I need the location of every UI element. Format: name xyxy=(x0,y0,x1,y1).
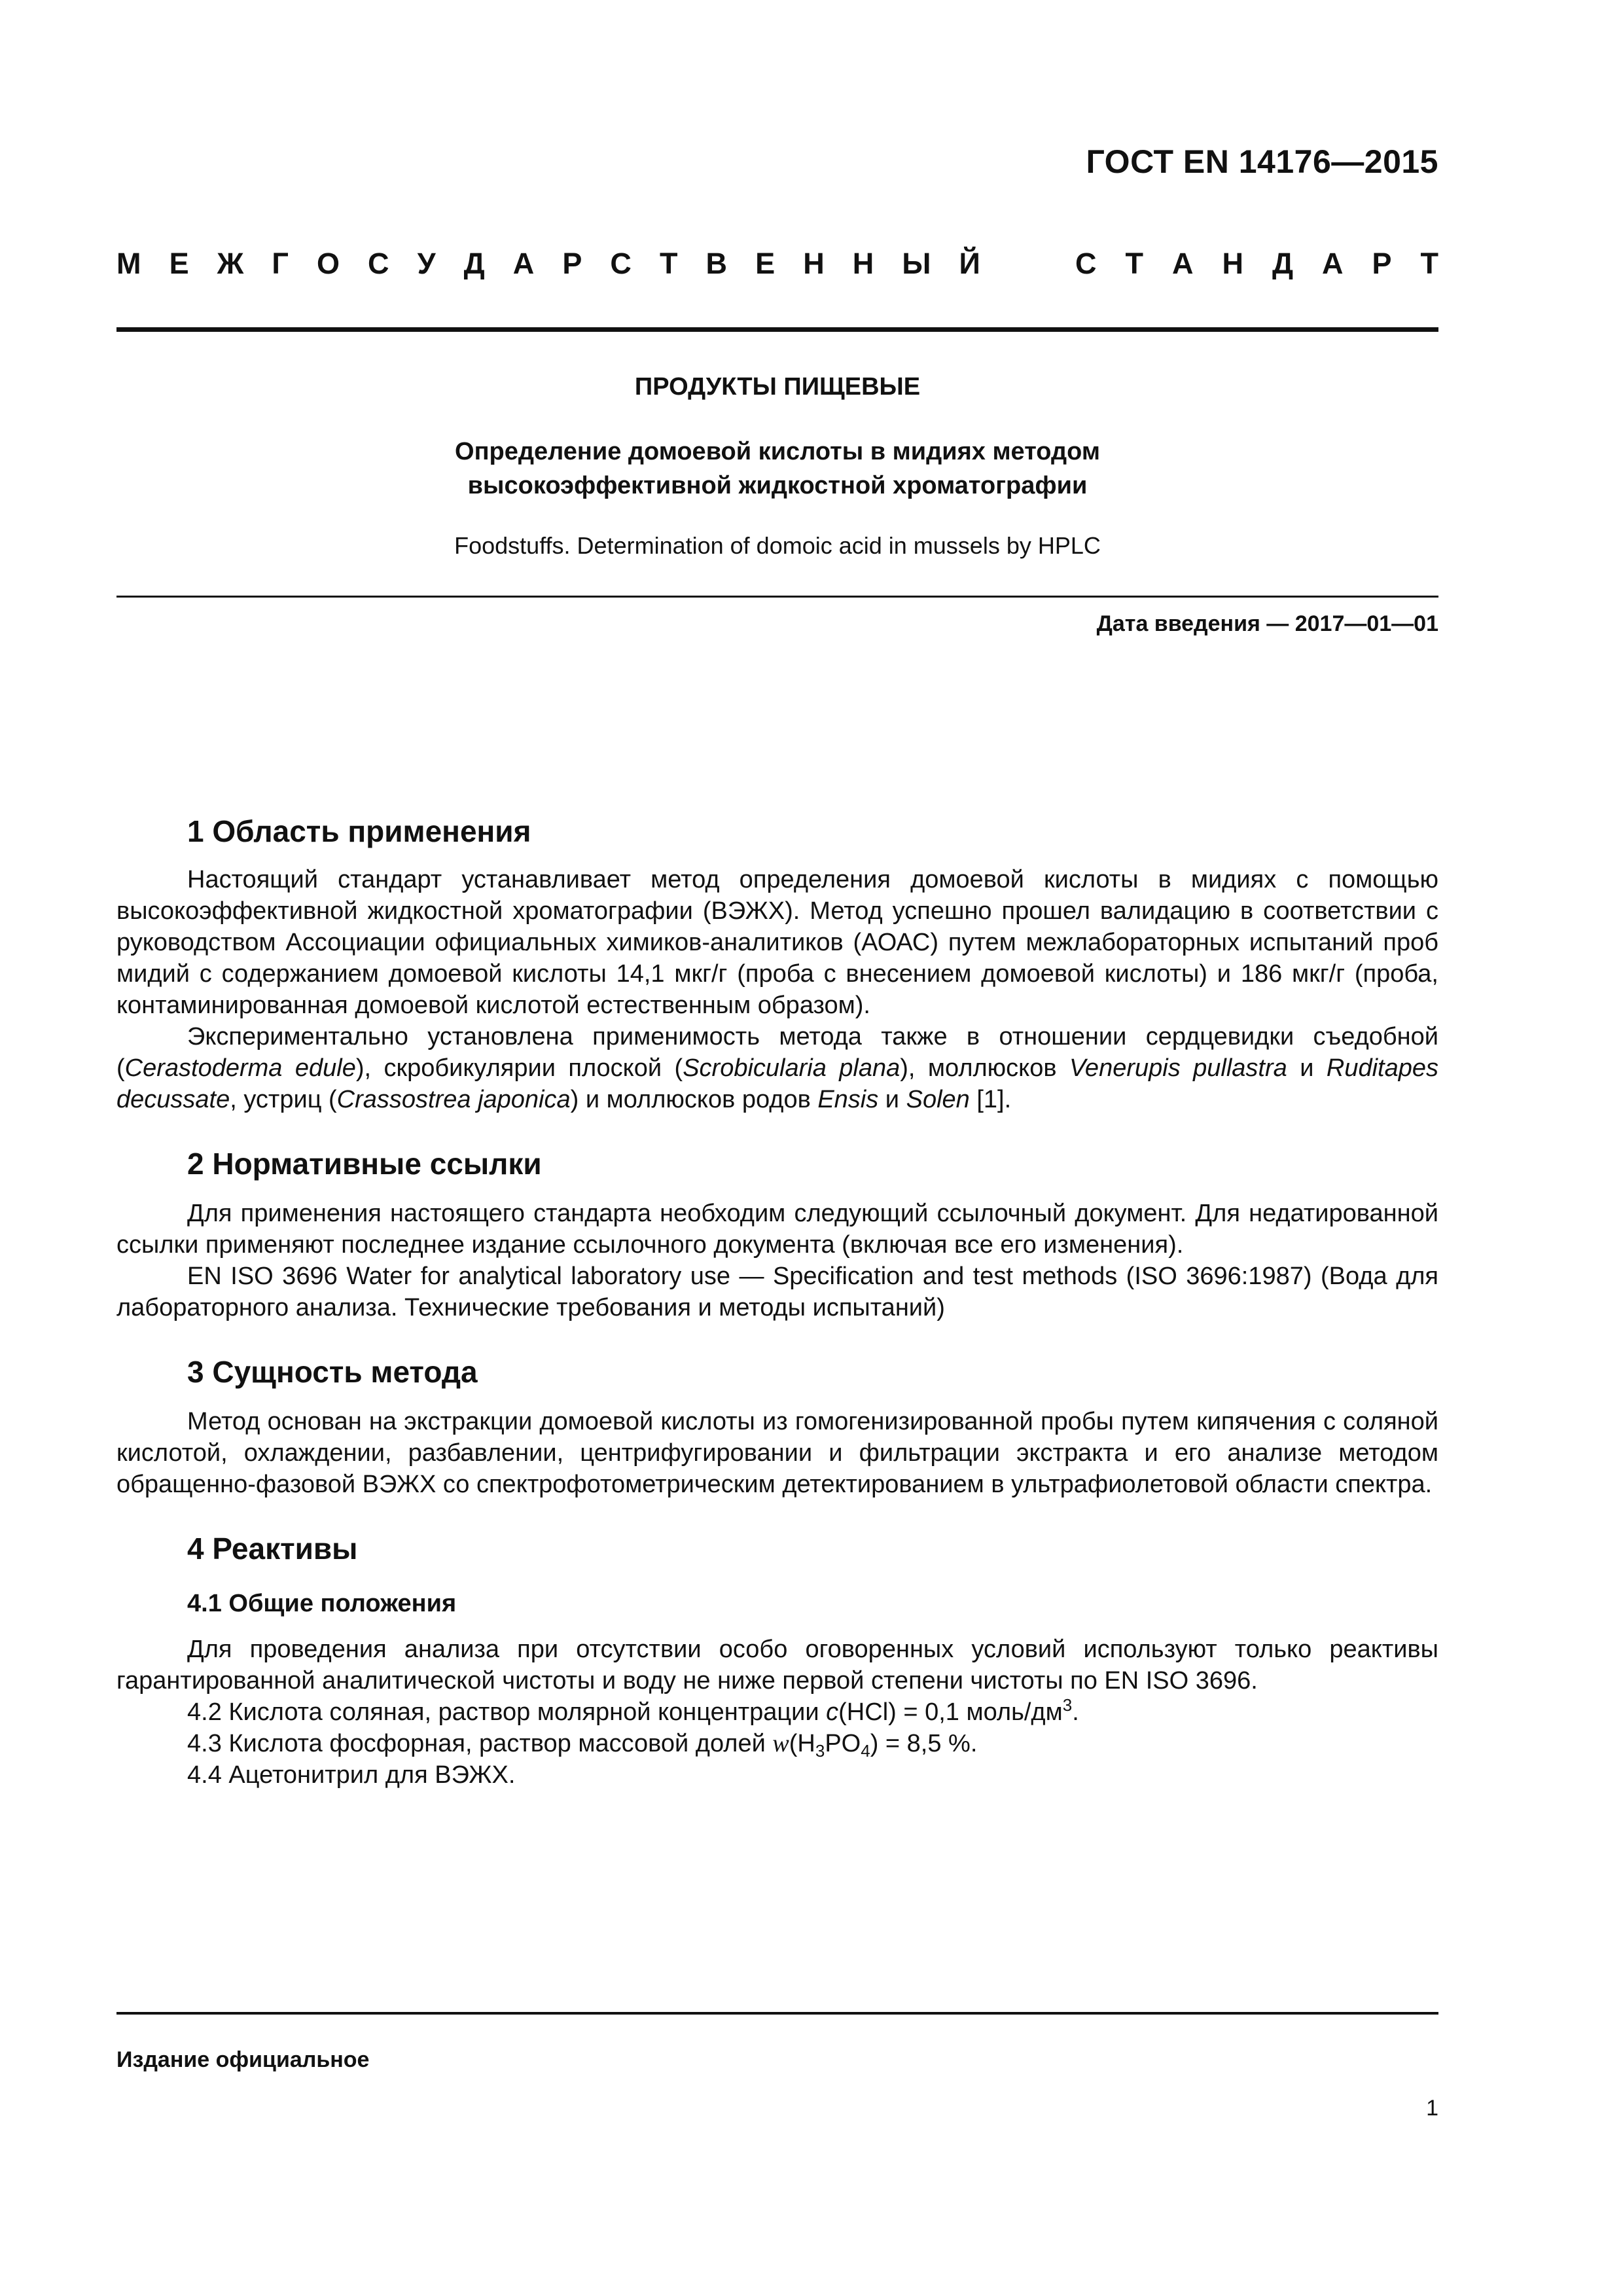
banner-word1-letter: Д xyxy=(463,247,485,280)
banner-word2-letter: А xyxy=(1171,247,1194,280)
banner-word1-letter: М xyxy=(116,247,141,280)
banner-word1-letter: Р xyxy=(562,247,582,280)
species-name: Scrobicularia plana xyxy=(683,1054,901,1082)
reagent-4-4: 4.4 Ацетонитрил для ВЭЖХ. xyxy=(187,1761,516,1789)
gost-number: ГОСТ EN 14176—2015 xyxy=(1086,143,1438,180)
banner-word1-letter: Ж xyxy=(217,247,244,280)
document-body xyxy=(116,812,1438,1791)
banner-word1-letter: Е xyxy=(755,247,776,280)
text-run: PO xyxy=(825,1730,861,1757)
symbol-mass-fraction: w xyxy=(772,1730,789,1757)
section-heading-scope: 1 Область применения xyxy=(187,814,531,848)
subtitle-line-2: высокоэффективной жидкостной хроматографии xyxy=(467,472,1088,499)
scope-paragraph-2 xyxy=(116,1021,1438,1115)
reagents-general-paragraph: Для проведения анализа при отсутствии особо оговоренных условий используют только реактивы гарантированной аналитической чистоты и воду не ниже первой степени чистоты по EN ISO 3696. xyxy=(116,1636,1438,1695)
banner-word2-letter: Т xyxy=(1420,247,1438,280)
symbol-concentration: с xyxy=(826,1698,839,1726)
text-run: ), скробикулярии плоской ( xyxy=(355,1054,683,1082)
banner-word2-letter: Н xyxy=(1222,247,1243,280)
text-run: ), моллюсков xyxy=(900,1054,1069,1082)
text-run: [1]. xyxy=(969,1086,1012,1113)
introduction-date: Дата введения — 2017—01—01 xyxy=(1096,611,1438,636)
text-run: и xyxy=(1287,1054,1327,1082)
text-run: , устриц ( xyxy=(230,1086,337,1113)
banner-word1-letter: С xyxy=(610,247,632,280)
footer-divider xyxy=(116,2012,1438,2015)
document-page xyxy=(116,0,1438,2296)
section-heading-method-principle: 3 Сущность метода xyxy=(187,1355,478,1389)
banner-word1-letter: Т xyxy=(659,247,678,280)
superscript: 3 xyxy=(1062,1695,1073,1715)
banner-word1-letter: В xyxy=(705,247,728,280)
species-name: Ruditapes decussate xyxy=(116,1054,1439,1113)
banner-word-standard xyxy=(1075,249,1438,278)
subtitle-line-1: Определение домоевой кислоты в мидиях методом xyxy=(455,438,1100,465)
species-name: Crassostrea japonica xyxy=(336,1086,571,1113)
text-run: 4.2 Кислота соляная, раствор молярной концентрации xyxy=(187,1698,827,1726)
english-title: Foodstuffs. Determination of domoic acid in mussels by HPLC xyxy=(454,532,1101,559)
header-divider xyxy=(116,327,1438,332)
banner-word1-letter: О xyxy=(316,247,340,280)
banner-word2-letter: Р xyxy=(1372,247,1392,280)
text-run: (HCl) = 0,1 моль/дм xyxy=(838,1698,1063,1726)
text-run: 4.3 Кислота фосфорная, раствор массовой долей xyxy=(187,1730,773,1757)
section-heading-normative-references: 2 Нормативные ссылки xyxy=(187,1147,542,1181)
banner-word2-letter: Т xyxy=(1125,247,1143,280)
title-divider xyxy=(116,596,1438,598)
banner-word1-letter: Й xyxy=(959,247,980,280)
subscript: 3 xyxy=(815,1741,825,1761)
banner-word-interstate xyxy=(116,249,980,278)
scope-paragraph-1: Настоящий стандарт устанавливает метод определения домоевой кислоты в мидиях с помощью высокоэффективной жидкостной хроматографии (ВЭЖХ). Метод успешно прошел валидацию в соответствии с руководством Ассоциации официальных химиков-аналитиков (АОАС) путем межлабораторных испытаний проб мидий с содержанием домоевой кислоты 14,1 мкг/г (проба с внесением домоевой кислоты) и 186 мкг/г (проба, контаминированная домоевой кислотой естественным образом). xyxy=(116,866,1438,1019)
text-run: ) = 8,5 %. xyxy=(870,1730,978,1757)
subsection-heading-general: 4.1 Общие положения xyxy=(187,1590,457,1617)
banner-word1-letter: Е xyxy=(169,247,189,280)
text-run: . xyxy=(1072,1698,1079,1726)
species-name: Cerastoderma edule xyxy=(124,1054,356,1082)
banner-word2-letter: А xyxy=(1321,247,1344,280)
banner-word1-letter: У xyxy=(417,247,436,280)
document-title: ПРОДУКТЫ ПИЩЕВЫЕ xyxy=(634,373,921,401)
banner-word1-letter: Г xyxy=(272,247,289,280)
genus-name: Solen xyxy=(906,1086,970,1113)
banner-word2-letter: С xyxy=(1075,247,1097,280)
genus-name: Ensis xyxy=(817,1086,879,1113)
banner-word1-letter: С xyxy=(368,247,389,280)
banner-word1-letter: Н xyxy=(803,247,825,280)
text-run: и xyxy=(878,1086,906,1113)
subscript: 4 xyxy=(861,1741,870,1761)
section-heading-reagents: 4 Реактивы xyxy=(187,1532,358,1566)
text-run: (H xyxy=(789,1730,815,1757)
interstate-standard-banner xyxy=(116,249,1438,278)
banner-word1-letter: А xyxy=(512,247,535,280)
reagent-4-2 xyxy=(116,1696,1438,1728)
references-paragraph-1: Для применения настоящего стандарта необходим следующий ссылочный документ. Для недатированной ссылки применяют последнее издание ссылочного документа (включая все его изменения). xyxy=(116,1200,1438,1259)
banner-word1-letter: Ы xyxy=(902,247,931,280)
banner-word2-letter: Д xyxy=(1272,247,1293,280)
species-name: Venerupis pullastra xyxy=(1069,1054,1287,1082)
text-run: ) и моллюсков родов xyxy=(570,1086,818,1113)
banner-word1-letter: Н xyxy=(852,247,874,280)
principle-paragraph: Метод основан на экстракции домоевой кислоты из гомогенизированной пробы путем кипячения с соляной кислотой, охлаждении, разбавлении, центрифугировании и фильтрации экстракта и его анализе методом обращенно-фазовой ВЭЖХ со спектрофотометрическим детектированием в ультрафиолетовой области спектра. xyxy=(116,1408,1438,1498)
document-subtitle xyxy=(116,435,1438,503)
page-number: 1 xyxy=(1426,2096,1438,2121)
reagent-4-3 xyxy=(116,1728,1438,1759)
references-paragraph-2: EN ISO 3696 Water for analytical laboratory use — Specification and test methods (ISO 3696:1987) (Вода для лабораторного анализа. Технические требования и методы испытаний) xyxy=(116,1263,1438,1321)
official-edition-label: Издание официальное xyxy=(116,2047,370,2072)
text-run: Экспериментально установлена применимость метода также в отношении сердцевидки съедобной ( xyxy=(116,1023,1438,1082)
